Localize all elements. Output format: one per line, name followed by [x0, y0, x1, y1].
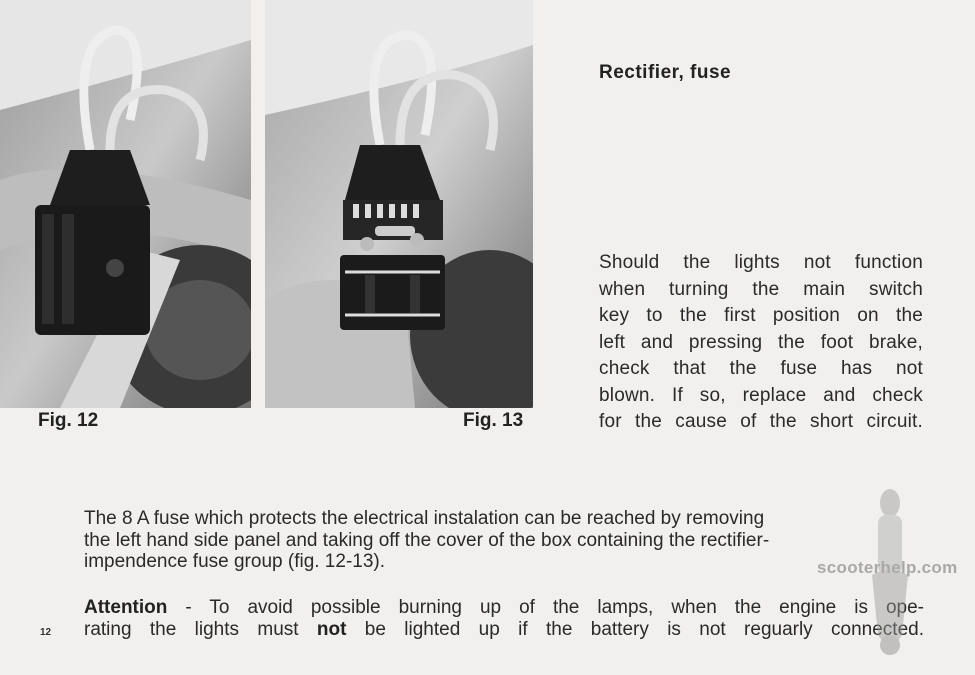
- watermark-text: scooterhelp.com: [817, 558, 958, 577]
- attention-label: Attention: [84, 597, 168, 618]
- figure-12-caption: Fig. 12: [38, 410, 99, 431]
- figure-13-caption: Fig. 13: [463, 410, 524, 431]
- intro-line: blown. If so, replace and check: [599, 384, 923, 406]
- attention-text: be lighted up if the battery is not reguarly connected.: [346, 619, 925, 640]
- fuse-box-open-photo: [265, 0, 533, 408]
- intro-line: key to the first position on the: [599, 305, 923, 326]
- figure-12-photo: [0, 0, 251, 408]
- fuse-box-closed-photo: [0, 0, 251, 408]
- page-number: 12: [40, 627, 52, 638]
- body-line: The 8 A fuse which protects the electrical instalation can be reached by removing: [84, 508, 765, 529]
- figure-13-photo: [265, 0, 533, 408]
- intro-line: Should the lights not function: [599, 252, 923, 273]
- attention-text: rating the lights must: [84, 619, 317, 640]
- body-paragraph: [84, 508, 924, 573]
- intro-line: check that the fuse has not: [599, 358, 923, 379]
- section-heading: Rectifier, fuse: [599, 62, 732, 83]
- attention-text: - To avoid possible burning up of the lamps, when the engine is ope-: [167, 597, 924, 618]
- attention-emphasis: not: [316, 619, 347, 640]
- intro-line: left and pressing the foot brake,: [599, 331, 923, 353]
- attention-line-2: [84, 619, 924, 641]
- intro-line: when turning the main switch: [599, 278, 923, 300]
- body-line: impendence fuse group (fig. 12-13).: [84, 551, 386, 572]
- body-line: the left hand side panel and taking off the cover of the box containing the rectifier-: [84, 529, 770, 551]
- attention-paragraph: [84, 597, 924, 641]
- intro-line: for the cause of the short circuit.: [599, 411, 923, 432]
- intro-paragraph: [599, 250, 923, 436]
- attention-line-1: [84, 597, 924, 619]
